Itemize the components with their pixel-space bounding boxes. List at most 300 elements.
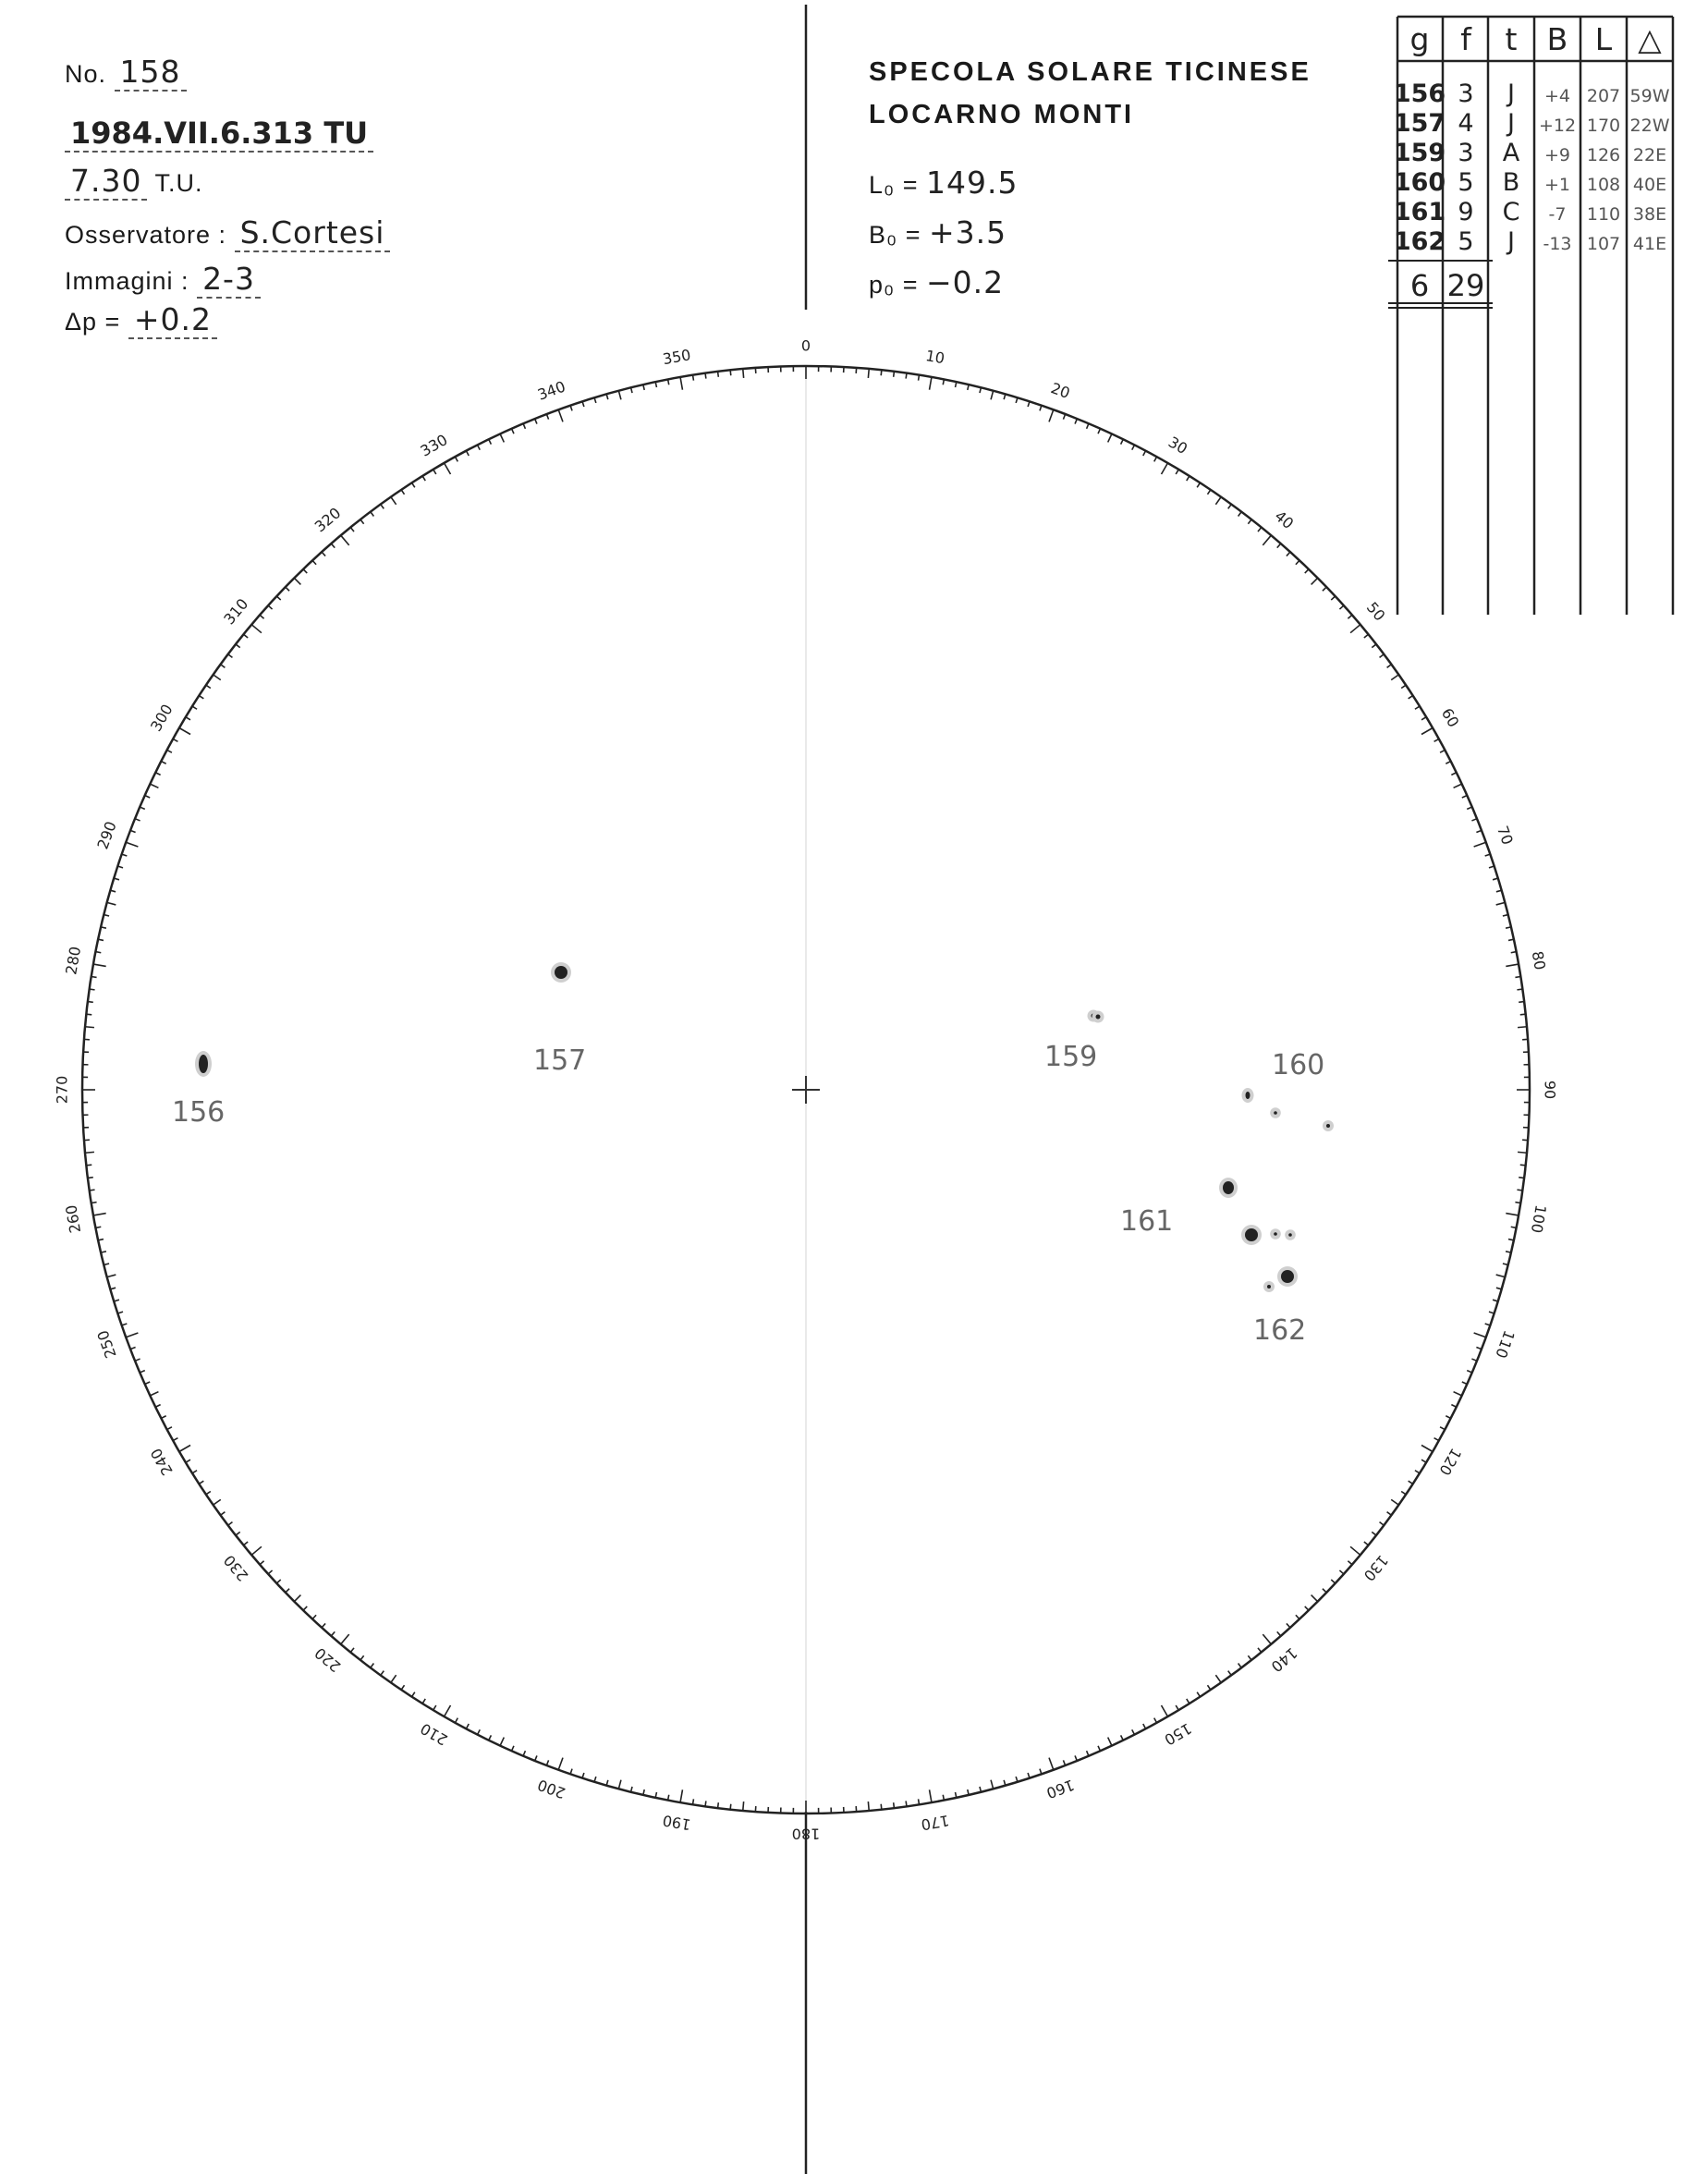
scale-tick xyxy=(618,391,621,400)
scale-tick xyxy=(1474,1333,1486,1337)
group-label-157: 157 xyxy=(533,1044,587,1077)
scale-tick xyxy=(312,560,316,564)
degree-label: 260 xyxy=(62,1203,85,1235)
scale-tick xyxy=(1143,451,1146,456)
scale-tick xyxy=(412,1692,415,1697)
table-cell: 22E xyxy=(1632,145,1667,165)
scale-tick xyxy=(1451,773,1456,776)
scale-tick xyxy=(894,372,895,377)
scale-tick xyxy=(1519,1178,1524,1179)
scale-tick xyxy=(341,1634,349,1644)
scale-tick xyxy=(1108,434,1112,442)
table-cell: 41E xyxy=(1632,234,1667,254)
scale-tick xyxy=(546,1760,548,1765)
scale-tick xyxy=(1305,1606,1309,1610)
scale-tick xyxy=(130,1347,136,1349)
degree-label: 320 xyxy=(311,504,345,536)
table-total-cell: 6 xyxy=(1409,268,1430,303)
images-value: 2-3 xyxy=(197,261,261,299)
scale-tick xyxy=(1372,644,1376,648)
scale-tick xyxy=(92,977,97,978)
scale-tick xyxy=(268,1570,272,1574)
scale-tick xyxy=(680,1789,682,1802)
scale-tick xyxy=(1350,1546,1360,1555)
scale-tick xyxy=(1087,423,1089,429)
scale-tick xyxy=(251,1546,262,1555)
scale-tick xyxy=(86,1165,92,1166)
table-header-cell: t xyxy=(1505,21,1518,57)
sunspot-umbra xyxy=(555,966,567,979)
scale-tick xyxy=(1485,1324,1491,1325)
scale-tick xyxy=(1228,1671,1232,1676)
scale-tick xyxy=(512,1746,514,1751)
scale-tick xyxy=(489,439,492,444)
scale-tick xyxy=(1496,1275,1506,1277)
degree-label: 210 xyxy=(417,1719,451,1750)
table-cell: 22W xyxy=(1629,116,1670,136)
scale-tick xyxy=(312,1615,316,1618)
table-cell: 170 xyxy=(1586,116,1621,136)
scale-tick xyxy=(1401,685,1406,688)
table-cell: 162 xyxy=(1393,227,1446,256)
degree-label: 0 xyxy=(800,336,811,355)
scale-tick xyxy=(1108,1738,1112,1746)
scale-tick xyxy=(360,519,364,524)
scale-tick xyxy=(1434,739,1439,741)
scale-tick xyxy=(943,379,944,385)
scale-tick xyxy=(1421,1446,1433,1452)
table-cell: 156 xyxy=(1393,79,1446,108)
scale-tick xyxy=(1238,1664,1242,1668)
scale-tick xyxy=(117,1312,123,1313)
sunspots xyxy=(195,962,1334,1292)
group-label-160: 160 xyxy=(1272,1049,1325,1081)
param-po-value: −0.2 xyxy=(926,264,1005,300)
sunspot-umbra xyxy=(1267,1285,1271,1289)
scale-tick xyxy=(1312,578,1318,584)
scale-tick xyxy=(718,372,719,377)
table-cell: 4 xyxy=(1458,109,1474,138)
scale-tick xyxy=(1121,1735,1124,1740)
scale-tick xyxy=(455,1718,458,1723)
scale-tick xyxy=(1132,1729,1135,1734)
scale-tick xyxy=(243,1542,248,1545)
scale-tick xyxy=(1207,490,1210,495)
scale-tick xyxy=(140,1371,145,1373)
scale-tick xyxy=(1415,1471,1420,1473)
scale-tick xyxy=(1063,1760,1065,1765)
scale-tick xyxy=(693,1799,694,1804)
group-table xyxy=(1386,0,1682,619)
scale-tick xyxy=(1387,1512,1392,1516)
scale-tick xyxy=(401,490,404,495)
group-label-159: 159 xyxy=(1044,1041,1098,1073)
scale-tick xyxy=(1098,1746,1100,1751)
scale-tick xyxy=(93,1214,106,1215)
degree-label: 70 xyxy=(1494,823,1517,848)
scale-tick xyxy=(1364,634,1369,638)
observation-time-unit: T.U. xyxy=(154,169,203,197)
images-label: Immagini : xyxy=(65,267,189,295)
scale-tick xyxy=(1215,497,1221,505)
scale-tick xyxy=(546,414,548,420)
scale-tick xyxy=(1493,1300,1498,1301)
scale-tick xyxy=(1462,1382,1467,1384)
scale-tick xyxy=(1162,463,1168,474)
scale-tick xyxy=(919,375,920,381)
table-header-cell: L xyxy=(1594,21,1613,57)
scale-tick xyxy=(466,1724,469,1728)
scale-tick xyxy=(179,728,190,735)
scale-tick xyxy=(206,1491,211,1494)
scale-tick xyxy=(1493,878,1498,880)
degree-label: 200 xyxy=(535,1776,568,1802)
scale-tick xyxy=(1467,1371,1472,1373)
degree-label: 300 xyxy=(146,701,177,735)
scale-tick xyxy=(90,989,95,990)
scale-tick xyxy=(192,1471,197,1473)
scale-tick xyxy=(1380,654,1385,658)
scale-tick xyxy=(582,401,584,407)
scale-tick xyxy=(1518,1027,1527,1028)
scale-tick xyxy=(1028,1773,1030,1778)
scale-tick xyxy=(1520,1014,1526,1015)
sunspot-umbra xyxy=(1223,1181,1234,1194)
scale-tick xyxy=(1215,1675,1221,1682)
scale-tick xyxy=(126,1333,138,1337)
table-cell: 9 xyxy=(1458,198,1474,226)
table-cell: 38E xyxy=(1632,204,1667,225)
scale-tick xyxy=(268,605,272,609)
scale-tick xyxy=(1489,1312,1494,1313)
scale-tick xyxy=(930,377,932,390)
group-label-156: 156 xyxy=(172,1096,226,1129)
scale-tick xyxy=(145,1382,150,1384)
degree-label: 140 xyxy=(1267,1643,1301,1676)
scale-tick xyxy=(135,1359,140,1361)
scale-tick xyxy=(150,784,158,788)
scale-tick xyxy=(466,451,469,456)
scale-tick xyxy=(906,373,907,379)
scale-tick xyxy=(1040,1769,1042,1775)
scale-tick xyxy=(1496,902,1506,905)
scale-tick xyxy=(167,750,172,752)
scale-tick xyxy=(1380,1522,1385,1526)
scale-tick xyxy=(1434,1438,1439,1441)
delta-p-label: Δp = xyxy=(65,308,121,336)
scale-tick xyxy=(1287,1623,1290,1627)
scale-tick xyxy=(1296,1615,1299,1618)
scale-tick xyxy=(1049,1758,1054,1770)
scale-tick xyxy=(1485,854,1491,856)
scale-tick xyxy=(1207,1685,1210,1690)
scale-tick xyxy=(1517,989,1522,990)
scale-tick xyxy=(1515,977,1520,978)
scale-tick xyxy=(1248,1655,1251,1660)
scale-tick xyxy=(371,1664,374,1668)
scale-tick xyxy=(1162,1705,1168,1716)
scale-tick xyxy=(122,1324,128,1325)
sunspot-umbra xyxy=(1274,1111,1277,1115)
sunspot-umbra xyxy=(1281,1270,1294,1283)
degree-label: 340 xyxy=(535,377,568,404)
degree-label: 40 xyxy=(1271,507,1298,533)
scale-tick xyxy=(199,1481,203,1484)
scale-tick xyxy=(1409,1481,1413,1484)
scale-tick xyxy=(594,397,596,403)
scale-tick xyxy=(155,773,160,776)
scale-tick xyxy=(730,370,731,375)
scale-tick xyxy=(1040,406,1042,411)
sunspot-umbra xyxy=(1274,1232,1277,1236)
scale-tick xyxy=(122,854,128,856)
scale-tick xyxy=(1323,1589,1326,1593)
degree-label: 110 xyxy=(1492,1327,1519,1361)
table-header-cell: B xyxy=(1546,21,1568,57)
scale-tick xyxy=(93,964,106,966)
scale-tick xyxy=(303,1606,307,1610)
degree-label: 10 xyxy=(924,347,946,368)
scale-tick xyxy=(1471,1359,1477,1361)
scale-tick xyxy=(1296,560,1299,564)
scale-tick xyxy=(173,1438,177,1441)
scale-tick xyxy=(705,1801,706,1806)
scale-tick xyxy=(1016,1777,1018,1782)
scale-tick xyxy=(199,696,203,699)
scale-tick xyxy=(126,842,138,847)
observatory-line2: LOCARNO MONTI xyxy=(869,100,1135,129)
scale-tick xyxy=(1187,476,1190,481)
table-cell: -7 xyxy=(1548,204,1567,225)
record-number-label: No. xyxy=(65,60,107,88)
table-cell: 3 xyxy=(1458,79,1474,108)
table-cell: 207 xyxy=(1586,86,1621,106)
scale-tick xyxy=(1372,1532,1376,1535)
scale-tick xyxy=(1454,784,1462,788)
scale-tick xyxy=(1248,519,1251,524)
scale-tick xyxy=(1176,1705,1178,1710)
scale-tick xyxy=(161,762,165,764)
group-label-162: 162 xyxy=(1253,1314,1307,1347)
scale-tick xyxy=(1451,1405,1456,1408)
scale-tick xyxy=(88,1002,93,1003)
scale-tick xyxy=(991,1780,994,1789)
scale-tick xyxy=(1421,728,1433,735)
observer-label: Osservatore : xyxy=(65,221,227,249)
scale-tick xyxy=(1511,952,1517,953)
table-cell: 5 xyxy=(1458,168,1474,197)
scale-tick xyxy=(991,391,994,400)
scale-tick xyxy=(145,796,150,798)
scale-tick xyxy=(95,952,101,953)
sunspot-umbra xyxy=(1096,1015,1101,1020)
scale-tick xyxy=(500,434,504,442)
param-lo-label: L₀ = xyxy=(869,171,919,199)
table-cell: 3 xyxy=(1458,139,1474,167)
param-bo-label: B₀ = xyxy=(869,221,921,249)
scale-tick xyxy=(161,1416,165,1419)
degree-label: 220 xyxy=(311,1643,345,1676)
scale-tick xyxy=(236,644,240,648)
scale-tick xyxy=(243,634,248,638)
scale-tick xyxy=(1305,569,1309,573)
scale-tick xyxy=(1238,512,1242,517)
scale-tick xyxy=(1387,665,1392,668)
scale-tick xyxy=(1263,1634,1271,1644)
scale-tick xyxy=(1197,482,1200,487)
scale-tick xyxy=(618,1780,621,1789)
scale-tick xyxy=(1075,419,1077,424)
scale-tick xyxy=(1517,1190,1522,1191)
scale-tick xyxy=(303,569,307,573)
scale-tick xyxy=(478,445,481,449)
degree-label: 150 xyxy=(1161,1719,1195,1750)
observatory-line1: SPECOLA SOLARE TICINESE xyxy=(869,57,1312,87)
scale-tick xyxy=(1312,1595,1318,1602)
scale-tick xyxy=(943,1795,944,1801)
scale-tick xyxy=(1258,527,1262,531)
scale-tick xyxy=(130,830,136,832)
scale-tick xyxy=(294,1595,300,1602)
scale-tick xyxy=(173,739,177,741)
scale-tick xyxy=(422,1699,425,1704)
degree-label: 100 xyxy=(1527,1203,1550,1235)
degree-label: 50 xyxy=(1362,598,1389,625)
scale-tick xyxy=(260,1561,264,1565)
scale-tick xyxy=(718,1802,719,1808)
scale-tick xyxy=(1098,429,1100,434)
scale-tick xyxy=(1154,457,1157,461)
scale-tick xyxy=(433,1705,436,1710)
scale-tick xyxy=(1197,1692,1200,1697)
degree-label: 80 xyxy=(1528,949,1549,971)
degree-label: 280 xyxy=(62,945,85,976)
sunspot-umbra xyxy=(1326,1124,1330,1128)
scale-tick xyxy=(906,1801,907,1806)
scale-tick xyxy=(1476,830,1482,832)
table-header-cell: △ xyxy=(1638,21,1662,57)
scale-tick xyxy=(214,675,221,680)
scale-tick xyxy=(570,1769,572,1775)
degree-label: 30 xyxy=(1165,433,1191,458)
scale-tick xyxy=(1348,1561,1352,1565)
scale-tick xyxy=(1228,505,1232,509)
scale-tick xyxy=(1176,470,1178,474)
scale-tick xyxy=(140,807,145,809)
degree-label: 60 xyxy=(1437,704,1463,731)
scale-tick xyxy=(478,1729,481,1734)
scale-tick xyxy=(512,429,514,434)
scale-tick xyxy=(1519,1002,1524,1003)
observation-date-value: 1984.VII.6.313 TU xyxy=(65,116,373,153)
scale-tick xyxy=(1075,1755,1077,1761)
scale-tick xyxy=(236,1532,240,1535)
scale-tick xyxy=(192,706,197,709)
scale-tick xyxy=(445,463,451,474)
scale-tick xyxy=(422,476,425,481)
degree-label: 290 xyxy=(93,819,120,852)
scale-tick xyxy=(500,1738,504,1746)
table-cell: J xyxy=(1507,79,1515,108)
scale-tick xyxy=(155,1405,160,1408)
degree-label: 310 xyxy=(220,594,252,629)
scale-tick xyxy=(341,535,349,545)
degree-label: 250 xyxy=(93,1327,120,1361)
record-number-value: 158 xyxy=(115,54,187,92)
scale-tick xyxy=(114,878,119,880)
scale-tick xyxy=(1421,717,1426,720)
table-cell: B xyxy=(1502,168,1520,197)
scale-tick xyxy=(114,1300,119,1301)
scale-tick xyxy=(1476,1347,1482,1349)
scale-tick xyxy=(930,1789,932,1802)
degree-label: 90 xyxy=(1541,1080,1559,1100)
scale-tick xyxy=(294,578,300,584)
scale-tick xyxy=(1277,1631,1281,1636)
param-lo-value: 149.5 xyxy=(926,165,1019,201)
table-cell: +4 xyxy=(1543,86,1571,106)
param-po-label: p₀ = xyxy=(869,271,919,299)
scale-tick xyxy=(276,596,280,600)
scale-tick xyxy=(594,1777,596,1782)
degree-label: 350 xyxy=(661,346,692,369)
scale-tick xyxy=(381,505,384,509)
table-cell: 160 xyxy=(1393,168,1446,197)
table-cell: +12 xyxy=(1538,116,1577,136)
scale-tick xyxy=(135,819,140,821)
scale-tick xyxy=(179,1446,190,1452)
scale-tick xyxy=(1364,1542,1369,1545)
scale-tick xyxy=(1121,439,1124,444)
scale-tick xyxy=(276,1580,280,1583)
scale-tick xyxy=(894,1802,895,1808)
table-cell: 159 xyxy=(1393,139,1446,167)
scale-tick xyxy=(322,552,325,556)
sunspot-umbra xyxy=(1288,1233,1292,1237)
degree-label: 270 xyxy=(53,1075,71,1105)
scale-tick xyxy=(286,1589,289,1593)
scale-tick xyxy=(391,1675,396,1682)
degree-label: 20 xyxy=(1048,379,1073,402)
degree-label: 180 xyxy=(791,1825,821,1843)
scale-tick xyxy=(1063,414,1065,420)
scale-tick xyxy=(331,544,335,548)
scale-tick xyxy=(107,1275,116,1277)
table-cell: J xyxy=(1507,227,1515,256)
table-cell: 126 xyxy=(1586,145,1621,165)
scale-tick xyxy=(1520,1165,1526,1166)
degree-label: 170 xyxy=(920,1811,951,1834)
scale-tick xyxy=(558,1758,563,1770)
degree-label: 130 xyxy=(1360,1551,1392,1585)
scale-tick xyxy=(1016,397,1018,403)
scale-tick xyxy=(1391,675,1398,680)
scale-tick xyxy=(107,902,116,905)
scale-tick xyxy=(360,1655,364,1660)
scale-tick xyxy=(412,482,415,487)
scale-tick xyxy=(445,1705,451,1716)
table-cell: J xyxy=(1507,109,1515,138)
scale-tick xyxy=(1154,1718,1157,1723)
scale-tick xyxy=(251,625,262,633)
scale-tick xyxy=(1506,964,1519,966)
scale-tick xyxy=(228,1522,233,1526)
scale-tick xyxy=(1258,1648,1262,1653)
table-cell: 157 xyxy=(1393,109,1446,138)
table-cell: +1 xyxy=(1543,175,1571,195)
observation-time-value: 7.30 xyxy=(65,163,147,201)
observer-value: S.Cortesi xyxy=(235,214,391,252)
